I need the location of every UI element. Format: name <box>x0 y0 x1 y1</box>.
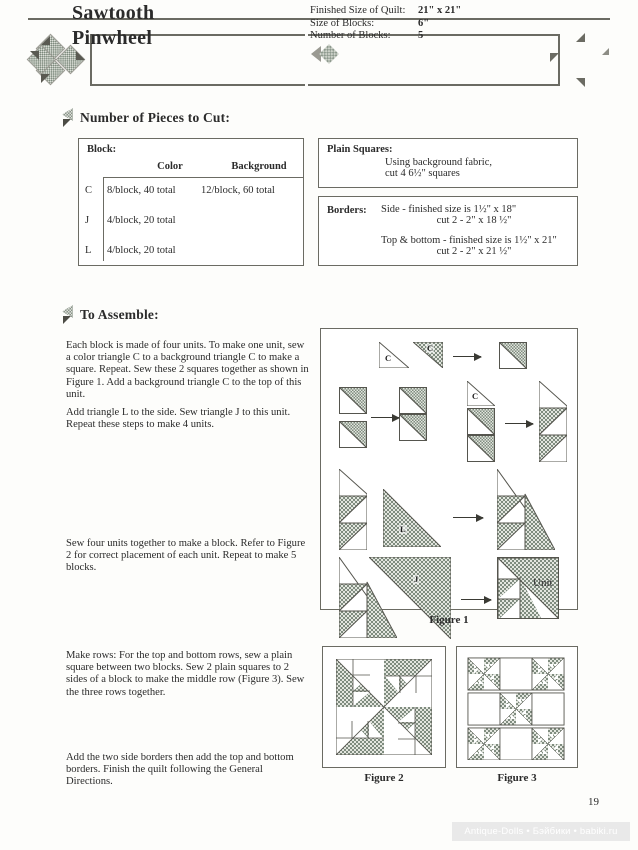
assembled-strip-2 <box>339 469 367 550</box>
spec-value: 6" <box>418 17 430 29</box>
triangle-j <box>369 557 451 639</box>
triangle-c-color <box>413 342 443 368</box>
label-l: L <box>400 524 406 534</box>
label-c-3: C <box>472 391 479 401</box>
row-background-value: 12/block, 60 total <box>201 185 275 196</box>
heading-to-assemble: To Assemble: <box>80 307 159 322</box>
unit-square-1 <box>499 342 527 369</box>
figure-2-block <box>336 659 432 755</box>
plain-squares-box <box>318 138 578 188</box>
row-key: C <box>85 185 93 196</box>
label-c-1: C <box>385 353 392 363</box>
spec-value: 5 <box>418 30 424 42</box>
plain-squares-line-2: cut 4 6½" squares <box>385 168 460 179</box>
instruction-paragraph-3: Sew four units together to make a block. Refer to Figure 2 for correct placement of each unit. Repeat to make 5 blocks. <box>66 538 306 574</box>
column-header-background: Background <box>231 161 287 172</box>
borders-topbottom-cut: cut 2 - 2" x 21 ½" <box>436 246 512 257</box>
page-title <box>72 1 272 51</box>
spec-label: Finished Size of Quilt: <box>310 5 406 16</box>
figure-3-caption: Figure 3 <box>497 772 537 784</box>
header-corner-mark-mid <box>550 53 559 62</box>
row-key: J <box>85 215 90 226</box>
table-rule-horizontal <box>103 177 303 178</box>
header-corner-mark-br <box>576 78 585 87</box>
row-color-value: 4/block, 20 total <box>107 245 176 256</box>
spec-label: Size of Blocks: <box>310 17 375 29</box>
unit-caption: Unit <box>533 577 553 589</box>
label-c-2: C <box>427 343 434 353</box>
instruction-paragraph-5: Add the two side borders then add the top and bottom borders. Finish the quilt following the General Directions. <box>66 752 294 788</box>
assembled-unit-with-l <box>497 469 555 550</box>
arrow-icon <box>453 356 481 357</box>
arrow-icon <box>461 599 491 600</box>
watermark: Antique-Dolls • Бэйбики • babiki.ru <box>452 822 630 841</box>
triangle-l <box>383 489 441 547</box>
column-header-color: Color <box>157 161 183 172</box>
label-j: J <box>414 574 419 584</box>
cut-table <box>78 138 304 266</box>
section-marker-icon <box>62 108 76 128</box>
arrow-icon <box>371 417 399 418</box>
header-corner-mark-tr <box>576 33 585 42</box>
figure-1-box <box>320 328 578 610</box>
row-color-value: 8/block, 40 total <box>107 185 176 196</box>
spec-row <box>310 30 550 43</box>
figure-3-quilt-layout <box>466 656 570 760</box>
arrow-icon <box>505 423 533 424</box>
borders-box <box>318 196 578 266</box>
plain-squares-line-1: Using background fabric, <box>385 157 493 168</box>
page-number: 19 <box>588 796 599 808</box>
borders-title: Borders: <box>327 205 367 216</box>
instruction-paragraph-1: Each block is made of four units. To make one unit, sew a color triangle C to a background triangle C to make a square. Repeat. Sew these 2 squares together as shown in Figure 1. Add a background triangle C to the top of this unit. <box>66 340 309 400</box>
cut-table-title: Block: <box>87 144 117 155</box>
figure-1-caption: Figure 1 <box>429 614 469 626</box>
spec-row <box>310 18 550 31</box>
title-line-2: Pinwheel <box>72 27 153 49</box>
section-marker-icon <box>62 305 76 325</box>
spec-value: 21" x 21" <box>418 5 462 16</box>
instruction-paragraph-4: Make rows: For the top and bottom rows, sew a plain square between two blocks. Sew 2 plain squares to 2 sides of a block to make the middle row (Figure 3). Sew the three rows together. <box>66 650 305 698</box>
borders-topbottom-line: Top & bottom - finished size is 1½" x 21" <box>381 235 557 246</box>
heading-number-of-pieces: Number of Pieces to Cut: <box>80 110 231 125</box>
plain-squares-title: Plain Squares: <box>327 144 393 155</box>
row-key: L <box>85 245 92 256</box>
figure-2-caption: Figure 2 <box>364 772 404 784</box>
unit-square-3 <box>339 421 367 448</box>
instruction-paragraph-2: Add triangle L to the side. Sew triangle J to this unit. Repeat these steps to make 4 units. <box>66 407 291 431</box>
unit-pair-bottom-2 <box>467 435 495 462</box>
triangle-c-background <box>379 342 409 368</box>
title-line-1: Sawtooth <box>72 2 155 24</box>
unit-pair-top-2 <box>467 408 495 435</box>
unit-pair-top <box>399 387 427 414</box>
spec-row <box>310 5 550 18</box>
header-outer-mark <box>602 48 609 55</box>
borders-side-line: Side - finished size is 1½" x 18" <box>381 204 517 215</box>
unit-pair-bottom <box>399 414 427 441</box>
figure-3-box <box>456 646 578 768</box>
quilt-spec-list <box>310 5 550 43</box>
borders-side-cut: cut 2 - 2" x 18 ½" <box>436 215 512 226</box>
triangle-c-top <box>467 381 495 406</box>
unit-square-2 <box>339 387 367 414</box>
assembled-strip-1 <box>539 381 567 462</box>
row-color-value: 4/block, 20 total <box>107 215 176 226</box>
spec-label: Number of Blocks: <box>310 30 391 42</box>
arrow-icon <box>453 517 483 518</box>
figure-2-box <box>322 646 446 768</box>
